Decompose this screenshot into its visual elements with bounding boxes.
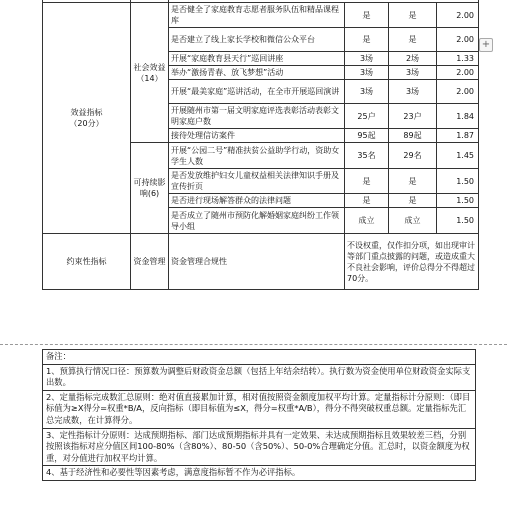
table-row <box>43 428 476 466</box>
group-social: 社会效益（14） <box>131 3 169 143</box>
note-line: 3、定性指标计分原则：达成预期指标、部门达成预期指标并具有一定效果、未达成预期指标且效果较差三档，分别按照该指标对应分值区间100-80%（含80%）、80-50（含50%）、50-0%合理确定分值。汇总时，以资金额度为权重，对分值进行加权平均计算。 <box>43 428 476 466</box>
score-cell: 2.00 <box>437 66 479 80</box>
actual-cell: 是 <box>389 194 437 208</box>
indicator-cell: 开展“最美家庭”巡讲活动，在全市开展巡回演讲 <box>169 80 345 104</box>
score-cell: 1.45 <box>437 143 479 169</box>
notes-table <box>42 349 476 481</box>
target-cell: 3场 <box>345 80 389 104</box>
actual-cell: 3场 <box>389 80 437 104</box>
note-line: 4、基于经济性和必要性等因素考虑，满意度指标暂不作为必评指标。 <box>43 466 476 481</box>
note-line: 2、定量指标完成数汇总原则：绝对值直接累加计算，相对值按照资金额度加权平均计算。定量指标计分原则：（即目标值为≥X得分=权重*B/A，反向指标（即目标值为≤X，得分=权重*A/B），得分不得突破权重总额。定量指标先汇总完成数，在计算得分。 <box>43 390 476 428</box>
category-label: 效益指标 （20分） <box>69 108 104 128</box>
expand-plus-button[interactable]: + <box>479 38 493 52</box>
actual-cell: 3场 <box>389 66 437 80</box>
indicator-cell: 接待处理信访案件 <box>169 129 345 143</box>
actual-cell: 是 <box>389 28 437 52</box>
score-cell: 1.50 <box>437 169 479 194</box>
target-cell: 3场 <box>345 52 389 66</box>
constraint-desc: 不设权重，仅作扣分项，如出现审计等部门重点披露的问题，或造成重大不良社会影响，评价总得分不得超过70分。 <box>345 234 479 290</box>
note-line: 1、预算执行情况口径：预算数为调整后财政资金总额（包括上年结余结转）。执行数为资金使用单位财政资金实际支出数。 <box>43 364 476 390</box>
actual-cell: 29名 <box>389 143 437 169</box>
actual-cell: 89起 <box>389 129 437 143</box>
score-cell: 2.00 <box>437 80 479 104</box>
indicator-cell: 举办“激扬青春、放飞梦想”活动 <box>169 66 345 80</box>
target-cell: 成立 <box>345 208 389 234</box>
target-cell: 3场 <box>345 66 389 80</box>
indicator-cell: 是否健全了家庭教育志愿者服务队伍和精品课程库 <box>169 3 345 28</box>
target-cell: 是 <box>345 194 389 208</box>
notes-title: 备注： <box>43 350 476 365</box>
table-row <box>43 364 476 390</box>
target-cell: 是 <box>345 28 389 52</box>
score-cell: 2.00 <box>437 28 479 52</box>
actual-cell: 是 <box>389 3 437 28</box>
score-cell: 1.50 <box>437 194 479 208</box>
table-row <box>43 390 476 428</box>
target-cell: 35名 <box>345 143 389 169</box>
actual-cell: 是 <box>389 169 437 194</box>
table-row <box>43 466 476 481</box>
target-cell: 95起 <box>345 129 389 143</box>
score-cell: 1.33 <box>437 52 479 66</box>
performance-table <box>42 0 479 290</box>
actual-cell: 2场 <box>389 52 437 66</box>
table-row <box>43 234 479 290</box>
indicator-cell: 是否进行现场解答群众的法律问题 <box>169 194 345 208</box>
score-cell: 1.84 <box>437 104 479 129</box>
target-cell: 是 <box>345 3 389 28</box>
group-sustain: 可持续影响(6) <box>131 143 169 234</box>
indicator-cell: 是否成立了随州市预防化解婚姻家庭纠纷工作领导小组 <box>169 208 345 234</box>
indicator-cell: 是否建立了线上家长学校和微信公众平台 <box>169 28 345 52</box>
constraint-sub: 资金管理 <box>131 234 169 290</box>
target-cell: 25户 <box>345 104 389 129</box>
score-cell: 1.87 <box>437 129 479 143</box>
actual-cell: 23户 <box>389 104 437 129</box>
indicator-cell: 开展随州市第一届文明家庭评选表彰活动表彰文明家庭户数 <box>169 104 345 129</box>
score-cell: 2.00 <box>437 3 479 28</box>
category-cell <box>43 3 131 234</box>
target-cell: 是 <box>345 169 389 194</box>
table-row <box>43 350 476 365</box>
indicator-cell: 是否发放维护妇女儿童权益相关法律知识手册及宣传折页 <box>169 169 345 194</box>
constraint-indicator: 资金管理合规性 <box>169 234 345 290</box>
indicator-cell: 开展“家庭教育县天行”巡回讲座 <box>169 52 345 66</box>
table-row <box>43 3 479 28</box>
page-divider <box>0 344 507 345</box>
score-cell: 1.50 <box>437 208 479 234</box>
indicator-cell: 开展“公园二号”精准扶贫公益助学行动，资助女学生人数 <box>169 143 345 169</box>
actual-cell: 成立 <box>389 208 437 234</box>
constraint-label: 约束性指标 <box>43 234 131 290</box>
